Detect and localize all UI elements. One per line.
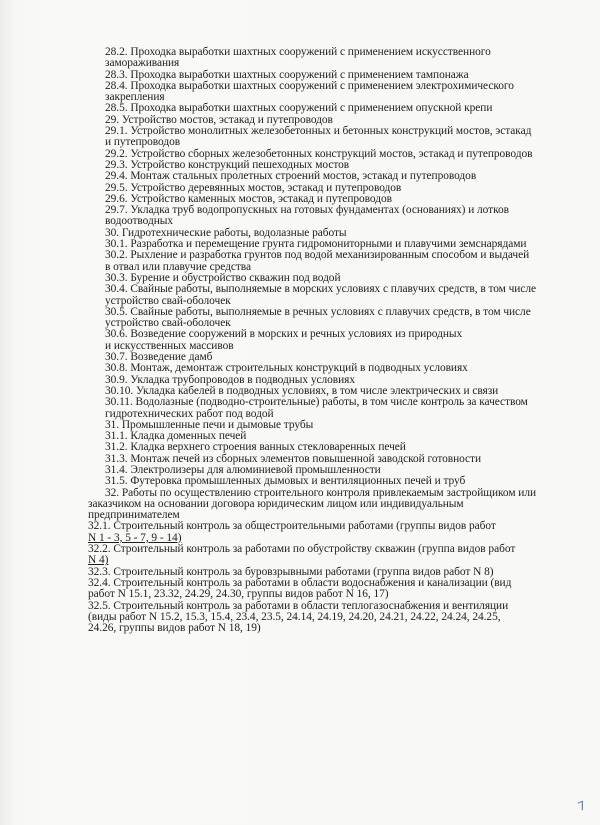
text-line: 30.3. Бурение и обустройство скважин под водой	[105, 271, 341, 284]
text-line: 31. Промышленные печи и дымовые трубы	[105, 418, 314, 431]
text-line: 31.4. Электролизеры для алюминиевой промышленности	[105, 463, 381, 476]
text-line: 29.3. Устройство конструкций пешеходных мостов	[105, 158, 350, 171]
text-line: 30.6. Возведение сооружений в морских и речных условиях из природных	[105, 328, 463, 341]
text-line: 29.6. Устройство каменных мостов, эстакад и путепроводов	[105, 192, 392, 205]
text-line: и искусственных массивов	[105, 339, 234, 352]
document-text	[88, 47, 590, 634]
text-line: 30. Гидротехнические работы, водолазные работы	[105, 226, 347, 239]
text-line: гидротехнических работ под водой	[105, 407, 274, 420]
text-line: 32.4. Строительный контроль за работами в области водоснабжения и канализации (вид	[88, 576, 512, 589]
text-line: 29.5. Устройство деревянных мостов, эстакад и путепроводов	[105, 181, 402, 194]
text-line: 30.11. Водолазные (подводно-строительные) работы, в том числе контроль за качеством	[105, 396, 528, 409]
text-line: 29.2. Устройство сборных железобетонных конструкций мостов, эстакад и путепроводов	[105, 147, 533, 160]
text-line: 31.3. Монтаж печей из сборных элементов повышенной заводской готовности	[105, 452, 482, 465]
text-line: в отвал или плавучие средства	[105, 260, 251, 273]
text-line: N 4)	[88, 554, 109, 567]
text-line: 32.1. Строительный контроль за общестроительными работами (группы видов работ	[88, 520, 496, 533]
text-line: (виды работ N 15.2, 15.3, 15.4, 23.4, 23.5, 24.14, 24.19, 24.20, 24.21, 24.22, 24.24, 24.25,	[88, 610, 501, 623]
text-line: 32.3. Строительный контроль за буровзрывными работами (группа видов работ N 8)	[88, 565, 494, 578]
text-line: 30.1. Разработка и перемещение грунта гидромониторными и плавучими земснарядами	[105, 238, 527, 251]
text-line: закрепления	[105, 91, 165, 104]
text-line: и путепроводов	[105, 136, 181, 149]
text-line: устройство свай-оболочек	[105, 317, 231, 330]
text-line: 28.4. Проходка выработки шахтных сооружений с применением электрохимического	[105, 79, 514, 92]
text-line: 24.26, группы видов работ N 18, 19)	[88, 622, 261, 635]
text-line: 28.5. Проходка выработки шахтных сооружений с применением опускной крепи	[105, 102, 493, 115]
text-line: 28.2. Проходка выработки шахтных сооружений с применением искусственного	[105, 46, 491, 58]
text-line: 30.2. Рыхление и разработка грунтов под водой механизированным способом и выдачей	[105, 249, 530, 262]
text-line: устройство свай-оболочек	[105, 294, 231, 307]
text-line: 31.1. Кладка доменных печей	[105, 430, 247, 443]
text-line: 30.5. Свайные работы, выполняемые в речных условиях с плавучих средств, в том числе	[105, 305, 531, 318]
text-line: водоотводных	[105, 215, 173, 228]
text-line: 29.4. Монтаж стальных пролетных строений мостов, эстакад и путепроводов	[105, 170, 477, 183]
text-line: 32.2. Строительный контроль за работами по обустройству скважин (группа видов работ	[88, 543, 516, 556]
text-line: замораживания	[105, 57, 180, 70]
text-line: 29. Устройство мостов, эстакад и путепроводов	[105, 113, 333, 126]
text-line: заказчиком на основании договора юридическим лицом или индивидуальным	[88, 497, 464, 510]
text-line: 30.4. Свайные работы, выполняемые в морских условиях с плавучих средств, в том числе	[105, 283, 536, 296]
text-line: 30.8. Монтаж, демонтаж строительных конструкций в подводных условиях	[105, 362, 468, 375]
text-line: предпринимателем	[88, 509, 180, 522]
text-line: 29.1. Устройство монолитных железобетонных и бетонных конструкций мостов, эстакад	[105, 125, 532, 138]
page-mark: 7	[576, 798, 589, 814]
text-line: 31.5. Футеровка промышленных дымовых и вентиляционных печей и труб	[105, 475, 466, 488]
text-line: 32.5. Строительный контроль за работами в области теплогазоснабжения и вентиляции	[88, 599, 509, 612]
text-line: 30.10. Укладка кабелей в подводных условиях, в том числе электрических и связи	[105, 384, 499, 397]
text-line: 30.9. Укладка трубопроводов в подводных условиях	[105, 373, 355, 386]
text-line: 29.7. Укладка труб водопропускных на готовых фундаментах (основаниях) и лотков	[105, 204, 509, 217]
text-line: 31.2. Кладка верхнего строения ванных стекловаренных печей	[105, 441, 406, 454]
text-line: N 1 - 3, 5 - 7, 9 - 14)	[88, 531, 182, 544]
text-line: 30.7. Возведение дамб	[105, 351, 213, 364]
text-line: работ N 15.1, 23.32, 24.29, 24.30, группы видов работ N 16, 17)	[88, 588, 389, 601]
text-line: 32. Работы по осуществлению строительного контроля привлекаемым застройщиком или	[105, 486, 537, 499]
text-line: 28.3. Проходка выработки шахтных сооружений с применением тампонажа	[105, 68, 469, 81]
